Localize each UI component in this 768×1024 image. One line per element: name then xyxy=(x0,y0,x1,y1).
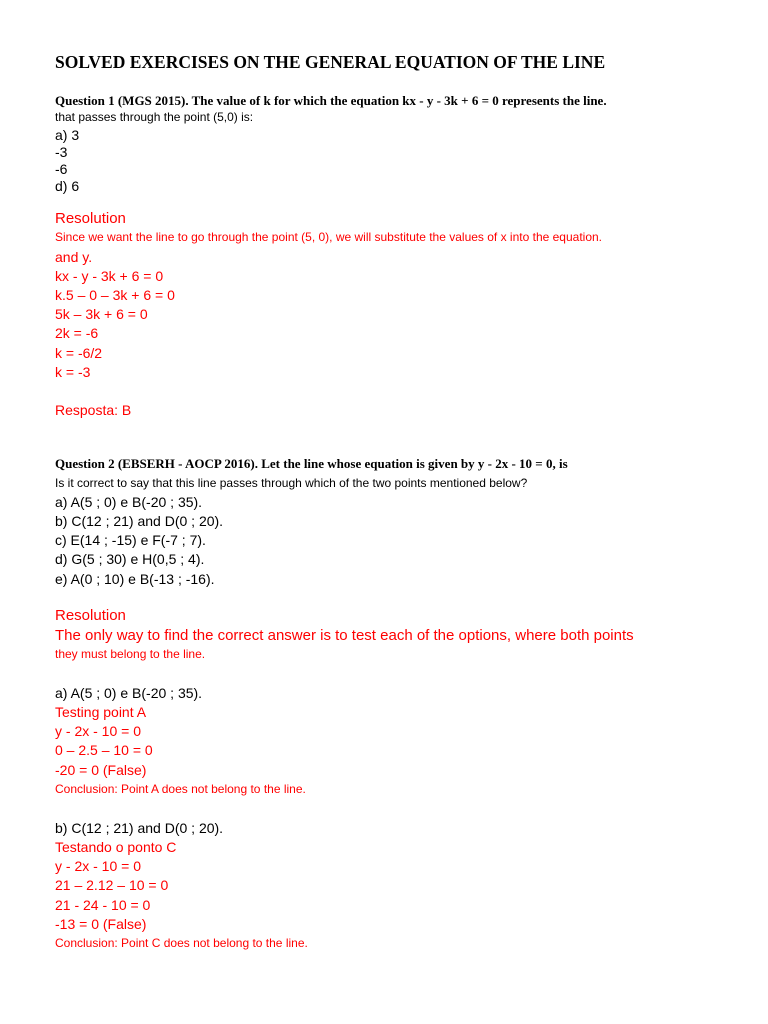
question-1-step: 5k – 3k + 6 = 0 xyxy=(55,306,148,322)
question-1-step: k = -6/2 xyxy=(55,345,103,361)
case-b-step: -13 = 0 (False) xyxy=(55,916,147,932)
case-b-step: y - 2x - 10 = 0 xyxy=(55,858,141,874)
question-1-option: -6 xyxy=(55,161,68,177)
question-1-step: k.5 – 0 – 3k + 6 = 0 xyxy=(55,287,175,303)
question-2-subline: Is it correct to say that this line passes through which of the two points mentioned below? xyxy=(55,476,528,490)
question-1-option: a) 3 xyxy=(55,127,80,143)
case-a-step: -20 = 0 (False) xyxy=(55,762,147,778)
question-1-resolution-text: and y. xyxy=(55,249,93,265)
question-1-step: kx - y - 3k + 6 = 0 xyxy=(55,268,164,284)
case-a-conclusion: Conclusion: Point A does not belong to the line. xyxy=(55,782,306,796)
case-b-option: b) C(12 ; 21) and D(0 ; 20). xyxy=(55,820,224,836)
question-2-option: e) A(0 ; 10) e B(-13 ; -16). xyxy=(55,571,215,587)
case-b-testing: Testando o ponto C xyxy=(55,839,177,855)
question-1-subline: that passes through the point (5,0) is: xyxy=(55,110,254,124)
question-1-option: -3 xyxy=(55,144,68,160)
case-b-step: 21 - 24 - 10 = 0 xyxy=(55,897,151,913)
case-a-step: y - 2x - 10 = 0 xyxy=(55,723,141,739)
case-a-testing: Testing point A xyxy=(55,704,147,720)
question-2-option: a) A(5 ; 0) e B(-20 ; 35). xyxy=(55,494,203,510)
question-2-option: b) C(12 ; 21) and D(0 ; 20). xyxy=(55,513,224,529)
page-title: SOLVED EXERCISES ON THE GENERAL EQUATION OF THE LINE xyxy=(55,52,606,72)
question-1-resolution-text: Since we want the line to go through the point (5, 0), we will substitute the values of x into the equation. xyxy=(55,230,602,244)
case-a-option: a) A(5 ; 0) e B(-20 ; 35). xyxy=(55,685,203,701)
case-b-step: 21 – 2.12 – 10 = 0 xyxy=(55,877,169,893)
question-1-resolution-label: Resolution xyxy=(55,210,126,227)
question-2-resolution-text: The only way to find the correct answer is to test each of the options, where both points xyxy=(55,627,634,644)
question-1-heading: Question 1 (MGS 2015). The value of k for which the equation kx - y - 3k + 6 = 0 represents the line. xyxy=(55,93,607,108)
question-1-step: 2k = -6 xyxy=(55,325,99,341)
question-1-answer: Resposta: B xyxy=(55,402,132,418)
question-2-heading: Question 2 (EBSERH - AOCP 2016). Let the line whose equation is given by y - 2x - 10 = 0, is xyxy=(55,456,568,471)
question-1-step: k = -3 xyxy=(55,364,91,380)
question-2-resolution-label: Resolution xyxy=(55,607,126,624)
question-1-option: d) 6 xyxy=(55,178,80,194)
question-2-option: c) E(14 ; -15) e F(-7 ; 7). xyxy=(55,532,206,548)
question-2-option: d) G(5 ; 30) e H(0,5 ; 4). xyxy=(55,551,205,567)
case-a-step: 0 – 2.5 – 10 = 0 xyxy=(55,742,153,758)
case-b-conclusion: Conclusion: Point C does not belong to the line. xyxy=(55,936,308,950)
question-2-resolution-text: they must belong to the line. xyxy=(55,647,206,661)
